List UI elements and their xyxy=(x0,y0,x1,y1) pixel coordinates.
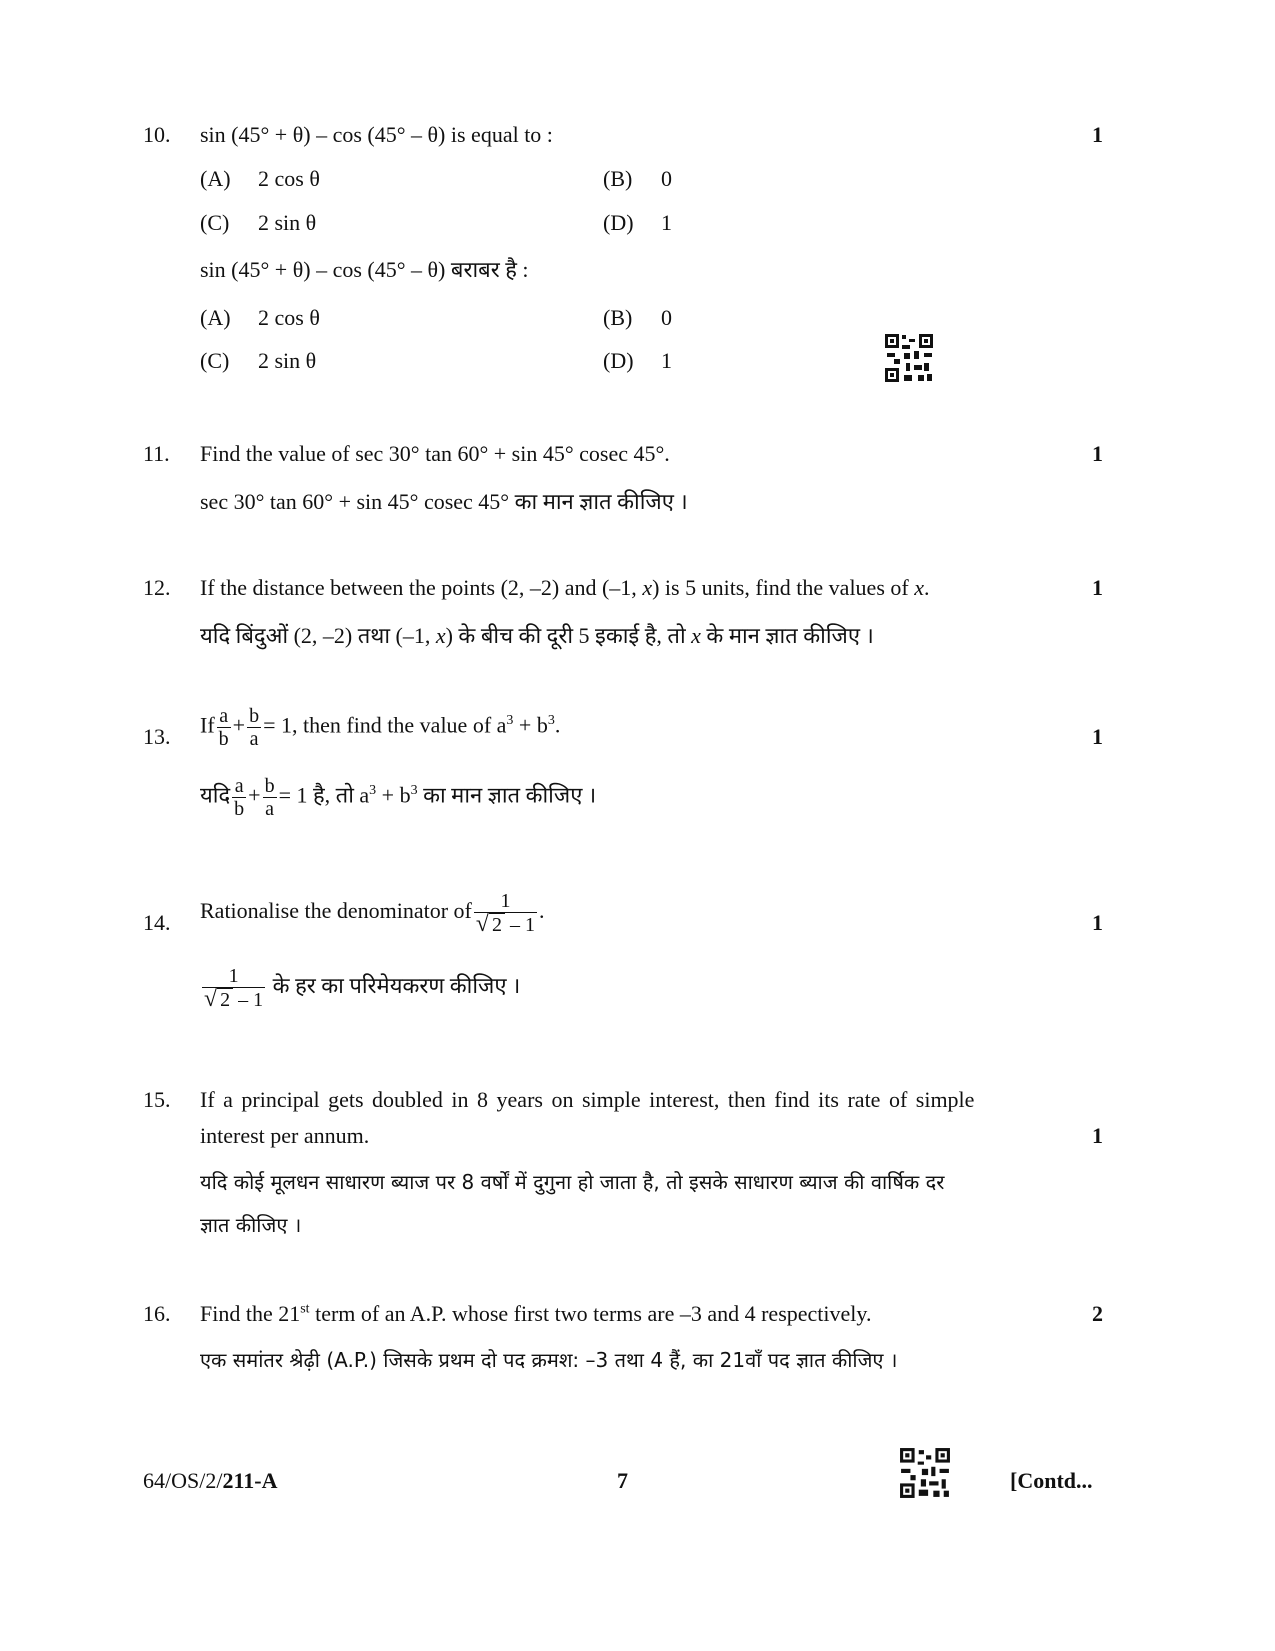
fraction-b-over-a: $\frac{b}{a}$ xyxy=(264,775,275,820)
question-number: 12. xyxy=(143,575,171,600)
fraction-a-over-b: $\frac{a}{b}$ xyxy=(218,705,229,750)
question-text-en: Find the value of sec 30° tan 60° + sin 45° cosec 45°. xyxy=(200,441,670,466)
question-text-en: If the distance between the points (2, –2) and (–1, x) is 5 units, find the values of x. xyxy=(200,575,930,600)
question-number: 13. xyxy=(143,724,171,749)
question-number: 10. xyxy=(143,122,171,147)
marks: 1 xyxy=(1092,910,1103,935)
page-number: 7 xyxy=(617,1468,628,1493)
option-b: (B) 0 xyxy=(603,166,672,191)
question-text-hi: sec 30° tan 60° + sin 45° cosec 45° का मान ज्ञात कीजिए । xyxy=(200,489,688,514)
question-text-en: Rationalise the denominator of $\frac{1}{√ 2 - 1}$ . xyxy=(200,890,545,937)
question-number: 14. xyxy=(143,910,171,935)
option-b-hi: (B) 0 xyxy=(603,305,672,330)
marks: 1 xyxy=(1092,441,1103,466)
question-text-en-line1: If a principal gets doubled in 8 years on simple interest, then find its rate of simple xyxy=(200,1087,975,1112)
qr-code-icon xyxy=(899,1447,951,1499)
option-c-hi: (C) 2 sin θ xyxy=(200,348,317,373)
fraction-b-over-a: $\frac{b}{a}$ xyxy=(249,705,260,750)
marks: 1 xyxy=(1092,1123,1103,1148)
option-a-hi: (A) 2 cos θ xyxy=(200,305,320,330)
marks: 1 xyxy=(1092,122,1103,147)
marks: 1 xyxy=(1092,724,1103,749)
option-d: (D) 1 xyxy=(603,210,672,235)
question-text-hi-line2: ज्ञात कीजिए । xyxy=(200,1213,302,1237)
question-number: 11. xyxy=(143,441,170,466)
question-text-hi-line1: यदि कोई मूलधन साधारण ब्याज पर 8 वर्षों में दुगुना हो जाता है, तो इसके साधारण ब्याज की वार्षिक दर xyxy=(200,1170,945,1194)
marks: 2 xyxy=(1092,1301,1103,1326)
option-c: (C) 2 sin θ xyxy=(200,210,317,235)
option-a: (A) 2 cos θ xyxy=(200,166,320,191)
question-number: 15. xyxy=(143,1087,171,1112)
question-number: 16. xyxy=(143,1301,171,1326)
question-text-hi: यदि $\frac{a}{b}$ + $\frac{b}{a}$ = 1 है, तो $a^3 + b^3$ का मान ज्ञात कीजिए । xyxy=(200,775,597,820)
question-text-hi: $\frac{1}{√ 2 - 1}$ के हर का परिमेयकरण कीजिए । xyxy=(204,965,521,1012)
continued-label: [Contd... xyxy=(1010,1468,1093,1493)
question-text-en-line2: interest per annum. xyxy=(200,1123,370,1148)
question-text-hi: sin (45° + θ) – cos (45° – θ) बराबर है : xyxy=(200,257,529,282)
question-text-en: If $\frac{a}{b}$ + $\frac{b}{a}$ = 1, then find the value of $a^3 + b^3$. xyxy=(200,705,561,750)
fraction-a-over-b: $\frac{a}{b}$ xyxy=(234,775,245,820)
fraction-one-over-root2-minus-1: $\frac{1}{√ 2 - 1}$ xyxy=(475,890,536,937)
paper-code: 64/OS/2/211-A xyxy=(143,1468,278,1493)
option-d-hi: (D) 1 xyxy=(603,348,672,373)
question-text-en: sin (45° + θ) – cos (45° – θ) is equal to : xyxy=(200,122,553,147)
question-text-en: Find the 21st term of an A.P. whose first two terms are –3 and 4 respectively. xyxy=(200,1301,872,1326)
qr-code-icon xyxy=(884,333,934,383)
question-text-hi: यदि बिंदुओं (2, –2) तथा (–1, x) के बीच की दूरी 5 इकाई है, तो x के मान ज्ञात कीजिए । xyxy=(200,623,874,648)
fraction-one-over-root2-minus-1: $\frac{1}{√ 2 - 1}$ xyxy=(204,965,264,1012)
question-text-hi: एक समांतर श्रेढ़ी (A.P.) जिसके प्रथम दो पद क्रमश: –3 तथा 4 हैं, का 21वाँ पद ज्ञात कीजिए । xyxy=(200,1348,898,1372)
marks: 1 xyxy=(1092,575,1103,600)
